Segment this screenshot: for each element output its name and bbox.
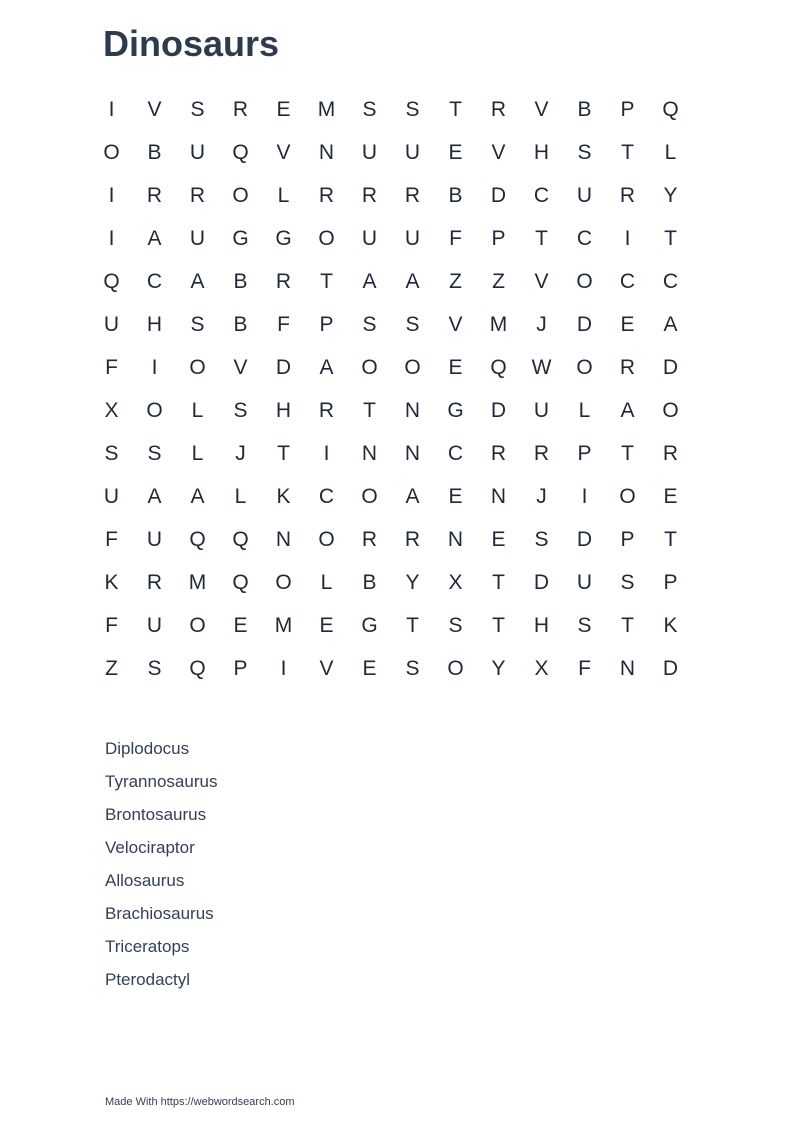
letter-grid — [90, 88, 692, 690]
grid-letter: F — [277, 312, 290, 336]
grid-letter: D — [662, 656, 679, 680]
grid-letter: R — [318, 183, 335, 207]
grid-letter: F — [449, 226, 462, 250]
grid-letter: P — [319, 312, 334, 336]
grid-letter: D — [533, 570, 550, 594]
grid-letter: R — [533, 441, 550, 465]
grid-letter: O — [103, 140, 120, 164]
grid-letter: U — [404, 140, 421, 164]
grid-letter: V — [276, 140, 291, 164]
grid-letter: X — [534, 656, 549, 680]
grid-letter: U — [103, 484, 120, 508]
grid-letter: N — [404, 441, 421, 465]
grid-letter: S — [405, 97, 420, 121]
grid-letter: S — [190, 312, 205, 336]
grid-letter: Z — [105, 656, 118, 680]
grid-letter: B — [448, 183, 463, 207]
grid-letter: C — [533, 183, 550, 207]
grid-letter: T — [449, 97, 462, 121]
grid-letter: C — [619, 269, 636, 293]
grid-letter: I — [108, 183, 115, 207]
grid-letter: E — [448, 140, 463, 164]
grid-letter: N — [318, 140, 335, 164]
grid-letter: A — [362, 269, 377, 293]
grid-letter: I — [624, 226, 631, 250]
grid-letter: E — [448, 355, 463, 379]
grid-letter: R — [318, 398, 335, 422]
grid-letter: O — [189, 355, 206, 379]
grid-letter: V — [534, 97, 549, 121]
grid-letter: F — [578, 656, 591, 680]
grid-letter: S — [620, 570, 635, 594]
grid-letter: A — [663, 312, 678, 336]
grid-letter: R — [146, 570, 163, 594]
grid-letter: E — [276, 97, 291, 121]
grid-letter: R — [189, 183, 206, 207]
grid-letter: B — [233, 269, 248, 293]
grid-letter: R — [361, 183, 378, 207]
grid-letter: S — [405, 656, 420, 680]
grid-letter: I — [108, 97, 115, 121]
grid-letter: E — [319, 613, 334, 637]
grid-letter: H — [533, 140, 550, 164]
grid-letter: J — [536, 484, 547, 508]
grid-letter: L — [664, 140, 677, 164]
grid-letter: R — [662, 441, 679, 465]
grid-letter: T — [492, 570, 505, 594]
grid-letter: T — [492, 613, 505, 637]
grid-letter: S — [190, 97, 205, 121]
grid-letter: B — [362, 570, 377, 594]
grid-letter: R — [619, 355, 636, 379]
grid-letter: H — [275, 398, 292, 422]
page-title: Dinosaurs — [103, 23, 280, 64]
grid-letter: C — [662, 269, 679, 293]
grid-letter: Q — [103, 269, 120, 293]
grid-letter: U — [404, 226, 421, 250]
grid-letter: E — [362, 656, 377, 680]
word-list-item: Pterodactyl — [105, 970, 191, 989]
grid-letter: C — [576, 226, 593, 250]
grid-letter: R — [275, 269, 292, 293]
grid-letter: G — [275, 226, 292, 250]
grid-letter: B — [147, 140, 162, 164]
grid-letter: N — [404, 398, 421, 422]
grid-letter: Q — [490, 355, 507, 379]
grid-letter: O — [146, 398, 163, 422]
grid-letter: T — [621, 140, 634, 164]
grid-letter: R — [232, 97, 249, 121]
grid-letter: R — [404, 527, 421, 551]
grid-letter: L — [234, 484, 247, 508]
grid-letter: S — [147, 441, 162, 465]
grid-letter: M — [489, 312, 508, 336]
grid-letter: E — [448, 484, 463, 508]
grid-letter: O — [232, 183, 249, 207]
grid-letter: D — [490, 398, 507, 422]
grid-letter: M — [274, 613, 293, 637]
grid-letter: T — [664, 226, 677, 250]
grid-letter: O — [189, 613, 206, 637]
grid-letter: O — [275, 570, 292, 594]
grid-letter: P — [491, 226, 506, 250]
grid-letter: S — [577, 140, 592, 164]
grid-letter: N — [447, 527, 464, 551]
grid-letter: E — [663, 484, 678, 508]
grid-letter: N — [361, 441, 378, 465]
grid-letter: S — [104, 441, 119, 465]
grid-letter: R — [404, 183, 421, 207]
grid-letter: A — [319, 355, 334, 379]
grid-letter: Q — [232, 570, 249, 594]
word-list-item: Triceratops — [105, 937, 190, 956]
grid-letter: C — [146, 269, 163, 293]
grid-letter: J — [536, 312, 547, 336]
grid-letter: U — [576, 570, 593, 594]
grid-letter: T — [621, 441, 634, 465]
grid-letter: M — [188, 570, 207, 594]
grid-letter: K — [663, 613, 678, 637]
grid-letter: V — [147, 97, 162, 121]
grid-letter: B — [233, 312, 248, 336]
grid-letter: Y — [663, 183, 678, 207]
grid-letter: F — [105, 355, 118, 379]
grid-letter: T — [535, 226, 548, 250]
grid-letter: U — [533, 398, 550, 422]
grid-letter: A — [620, 398, 635, 422]
grid-letter: Y — [405, 570, 420, 594]
grid-letter: C — [447, 441, 464, 465]
grid-letter: S — [362, 97, 377, 121]
grid-letter: U — [146, 613, 163, 637]
grid-letter: V — [534, 269, 549, 293]
grid-letter: T — [363, 398, 376, 422]
grid-letter: D — [662, 355, 679, 379]
grid-letter: X — [104, 398, 119, 422]
grid-letter: Q — [189, 656, 206, 680]
grid-letter: T — [621, 613, 634, 637]
grid-letter: P — [663, 570, 678, 594]
grid-letter: O — [619, 484, 636, 508]
grid-letter: V — [448, 312, 463, 336]
grid-letter: O — [318, 527, 335, 551]
grid-letter: D — [576, 312, 593, 336]
grid-letter: U — [189, 226, 206, 250]
grid-letter: F — [105, 613, 118, 637]
word-list-item: Brontosaurus — [105, 805, 207, 824]
grid-letter: C — [318, 484, 335, 508]
grid-letter: L — [191, 441, 204, 465]
grid-letter: T — [320, 269, 333, 293]
grid-letter: V — [319, 656, 334, 680]
grid-letter: A — [190, 269, 205, 293]
grid-letter: R — [361, 527, 378, 551]
grid-letter: S — [233, 398, 248, 422]
grid-letter: L — [578, 398, 591, 422]
grid-letter: V — [233, 355, 248, 379]
grid-letter: P — [577, 441, 592, 465]
grid-letter: P — [620, 527, 635, 551]
word-list-item: Brachiosaurus — [105, 904, 214, 923]
grid-letter: K — [104, 570, 119, 594]
grid-letter: N — [490, 484, 507, 508]
grid-letter: A — [147, 484, 162, 508]
grid-letter: T — [664, 527, 677, 551]
grid-letter: P — [233, 656, 248, 680]
grid-letter: S — [362, 312, 377, 336]
grid-letter: Q — [189, 527, 206, 551]
grid-letter: U — [103, 312, 120, 336]
grid-letter: U — [361, 226, 378, 250]
grid-letter: G — [447, 398, 464, 422]
grid-letter: I — [581, 484, 588, 508]
grid-letter: O — [361, 484, 378, 508]
grid-letter: F — [105, 527, 118, 551]
grid-letter: R — [146, 183, 163, 207]
grid-letter: U — [146, 527, 163, 551]
grid-letter: J — [235, 441, 246, 465]
grid-letter: T — [406, 613, 419, 637]
grid-letter: K — [276, 484, 291, 508]
grid-letter: S — [534, 527, 549, 551]
grid-letter: U — [576, 183, 593, 207]
grid-letter: A — [405, 484, 420, 508]
grid-letter: S — [405, 312, 420, 336]
grid-letter: I — [151, 355, 158, 379]
grid-letter: I — [108, 226, 115, 250]
grid-letter: A — [190, 484, 205, 508]
grid-letter: P — [620, 97, 635, 121]
grid-letter: Z — [492, 269, 505, 293]
grid-letter: S — [147, 656, 162, 680]
word-list-item: Diplodocus — [105, 739, 190, 758]
word-list — [105, 738, 217, 1002]
grid-letter: H — [146, 312, 163, 336]
grid-letter: B — [577, 97, 592, 121]
grid-letter: Z — [449, 269, 462, 293]
word-list-item: Velociraptor — [105, 838, 195, 857]
grid-letter: Q — [662, 97, 679, 121]
grid-letter: A — [405, 269, 420, 293]
grid-letter: R — [490, 441, 507, 465]
grid-letter: H — [533, 613, 550, 637]
grid-letter: O — [662, 398, 679, 422]
grid-letter: N — [619, 656, 636, 680]
grid-letter: L — [277, 183, 290, 207]
grid-letter: G — [232, 226, 249, 250]
grid-letter: D — [576, 527, 593, 551]
grid-letter: G — [361, 613, 378, 637]
grid-letter: M — [317, 97, 336, 121]
grid-letter: U — [189, 140, 206, 164]
grid-letter: L — [320, 570, 333, 594]
grid-letter: I — [280, 656, 287, 680]
grid-letter: O — [576, 355, 593, 379]
grid-letter: O — [447, 656, 464, 680]
grid-letter: S — [577, 613, 592, 637]
grid-letter: L — [191, 398, 204, 422]
grid-letter: U — [361, 140, 378, 164]
grid-letter: E — [491, 527, 506, 551]
grid-letter: E — [620, 312, 635, 336]
grid-letter: W — [531, 355, 552, 379]
grid-letter: O — [404, 355, 421, 379]
grid-letter: N — [275, 527, 292, 551]
grid-letter: R — [619, 183, 636, 207]
grid-letter: E — [233, 613, 248, 637]
grid-letter: V — [491, 140, 506, 164]
grid-letter: Q — [232, 527, 249, 551]
grid-letter: Y — [491, 656, 506, 680]
grid-letter: Q — [232, 140, 249, 164]
grid-letter: D — [490, 183, 507, 207]
word-list-item: Tyrannosaurus — [105, 772, 218, 791]
grid-letter: D — [275, 355, 292, 379]
word-list-item: Allosaurus — [105, 871, 185, 890]
grid-letter: O — [318, 226, 335, 250]
grid-letter: S — [448, 613, 463, 637]
grid-letter: O — [361, 355, 378, 379]
grid-letter: X — [448, 570, 463, 594]
grid-letter: A — [147, 226, 162, 250]
footer-credit: Made With https://webwordsearch.com — [105, 1096, 295, 1108]
grid-letter: R — [490, 97, 507, 121]
grid-letter: O — [576, 269, 593, 293]
grid-letter: T — [277, 441, 290, 465]
grid-letter: I — [323, 441, 330, 465]
